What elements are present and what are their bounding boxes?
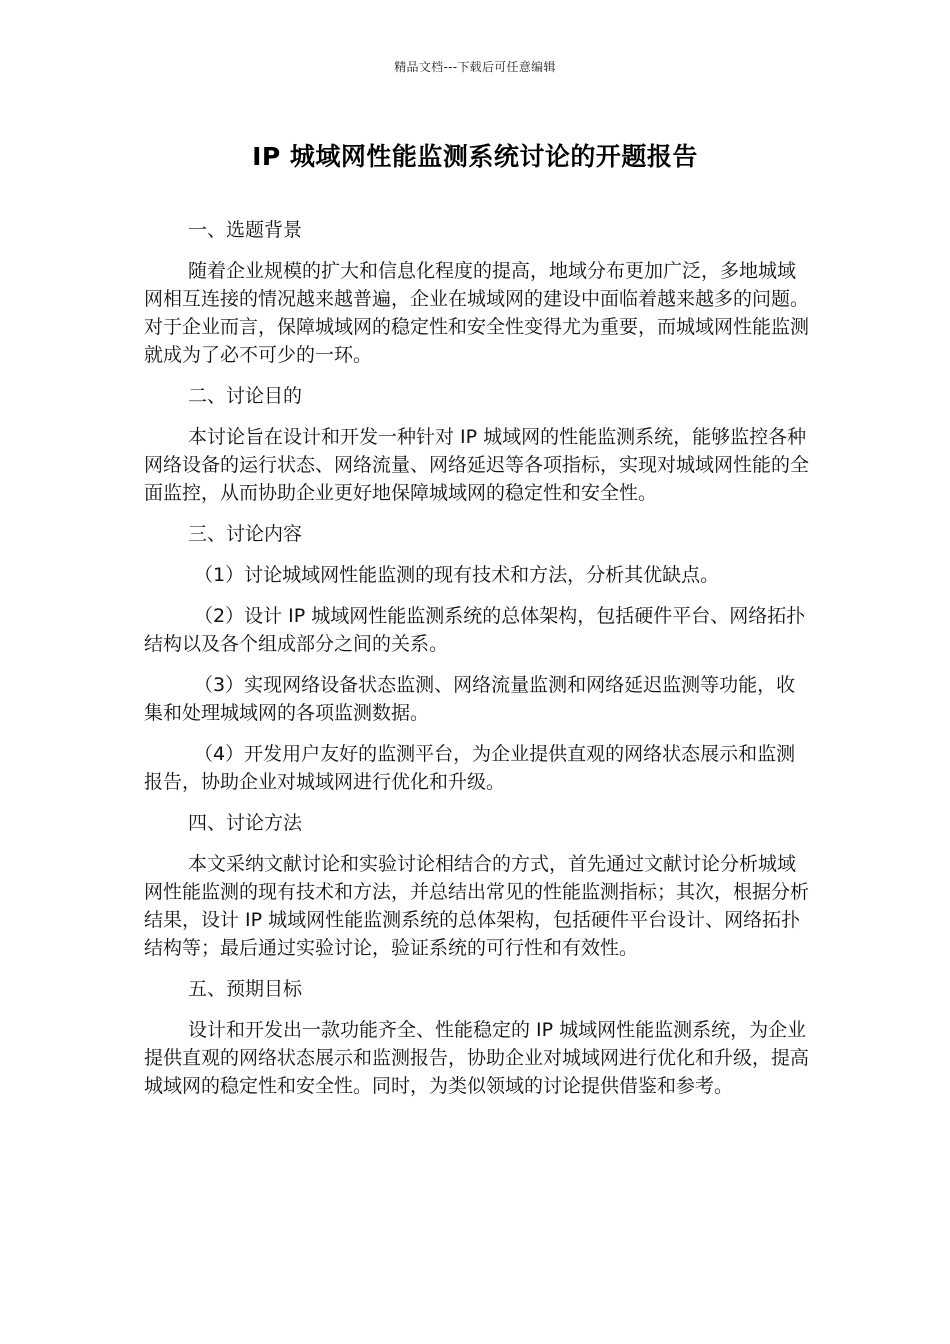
section-heading-method: 四、讨论方法 <box>188 812 303 834</box>
section-paragraph-method: 本文采纳文献讨论和实验讨论相结合的方式，首先通过文献讨论分析城域网性能监测的现有技术和方法，并总结出常见的性能监测指标；其次，根据分析结果，设计 IP 城域网性能监测系统的总体架构，包括硬件平台设计、网络拓扑结构等；最后通过实验讨论，验证系统的可行性和有效性。 <box>144 853 810 959</box>
section-heading-content: 三、讨论内容 <box>188 523 303 545</box>
page-title: IP 城域网性能监测系统讨论的开题报告 <box>252 142 698 171</box>
section-heading-background: 一、选题背景 <box>188 219 303 241</box>
content-list-item-2: （2）设计 IP 城域网性能监测系统的总体架构，包括硬件平台、网络拓扑结构以及各个组成部分之间的关系。 <box>144 605 806 655</box>
content-list-item-4: （4）开发用户友好的监测平台，为企业提供直观的网络状态展示和监测报告，协助企业对城域网进行优化和升级。 <box>144 743 796 793</box>
header-note: 精品文档---下载后可任意编辑 <box>394 60 556 74</box>
section-heading-purpose: 二、讨论目的 <box>188 385 303 407</box>
section-paragraph-purpose: 本讨论旨在设计和开发一种针对 IP 城域网的性能监测系统，能够监控各种网络设备的运行状态、网络流量、网络延迟等各项指标，实现对城域网性能的全面监控，从而协助企业更好地保障城域网的稳定性和安全性。 <box>144 426 810 504</box>
content-list-item-1: （1）讨论城域网性能监测的现有技术和方法，分析其优缺点。 <box>194 564 720 586</box>
section-paragraph-goals: 设计和开发出一款功能齐全、性能稳定的 IP 城域网性能监测系统，为企业提供直观的网络状态展示和监测报告，协助企业对城域网进行优化和升级，提高城域网的稳定性和安全性。同时，为类似领域的讨论提供借鉴和参考。 <box>144 1019 810 1097</box>
section-paragraph-background: 随着企业规模的扩大和信息化程度的提高，地域分布更加广泛，多地城域网相互连接的情况越来越普遍，企业在城域网的建设中面临着越来越多的问题。对于企业而言，保障城域网的稳定性和安全性变得尤为重要，而城域网性能监测就成为了必不可少的一环。 <box>144 260 810 366</box>
content-list-item-3: （3）实现网络设备状态监测、网络流量监测和网络延迟监测等功能，收集和处理城域网的各项监测数据。 <box>144 674 796 724</box>
document-body <box>144 216 812 1113</box>
section-heading-goals: 五、预期目标 <box>188 978 303 1000</box>
